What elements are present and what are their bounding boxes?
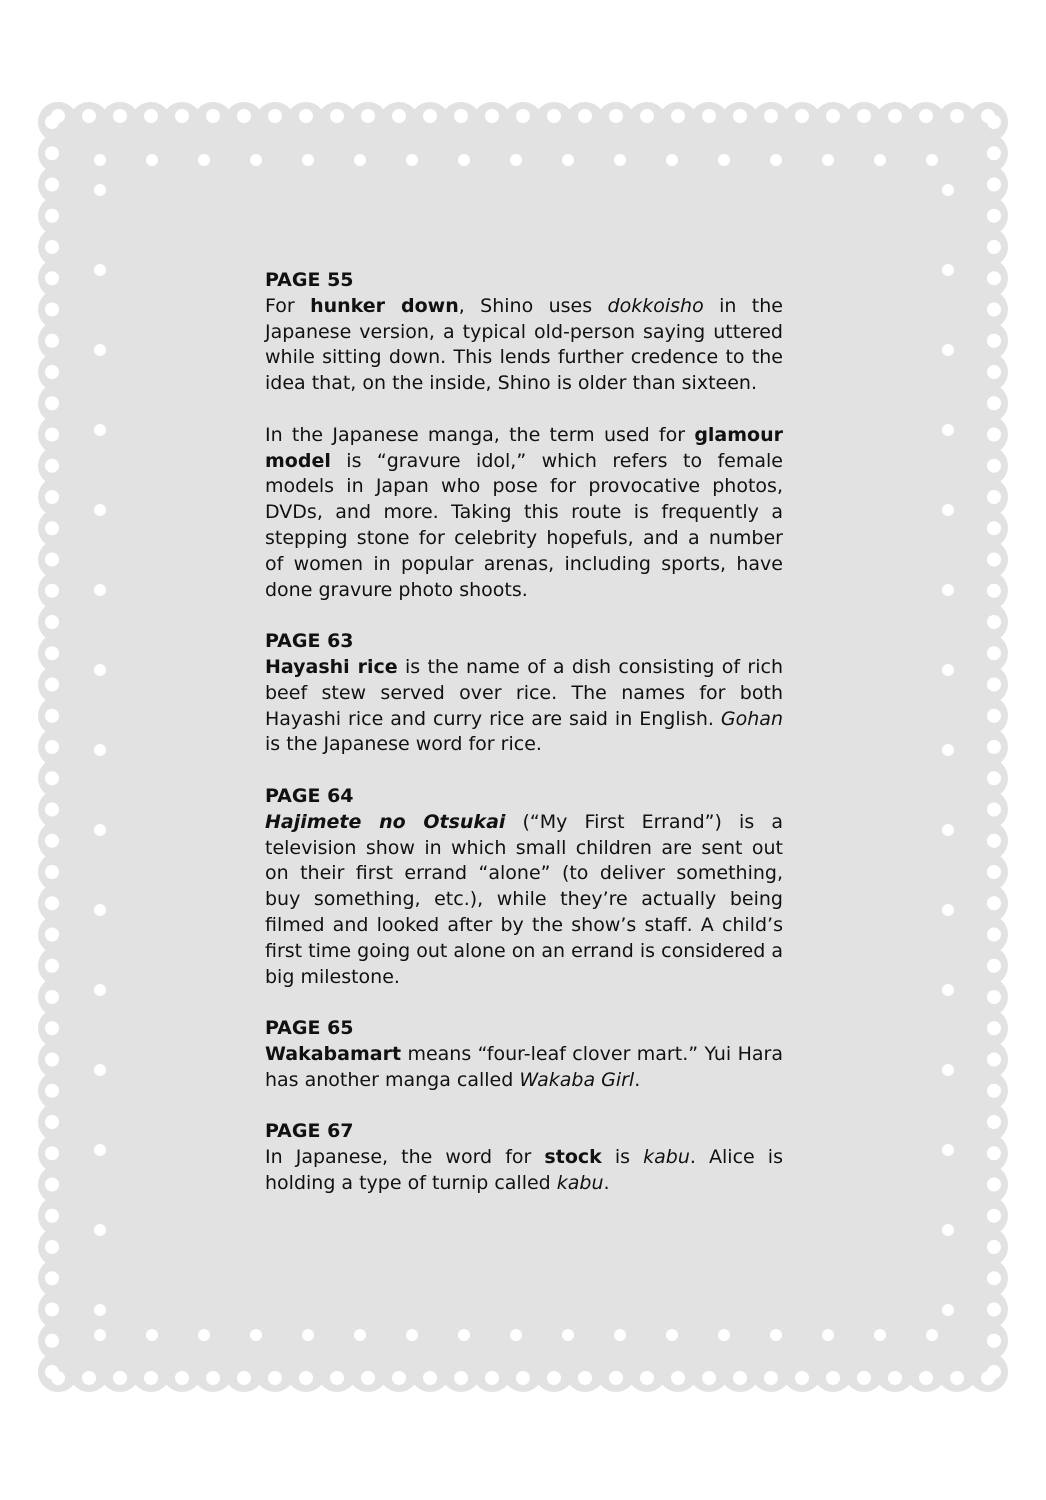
lace-hole bbox=[485, 1371, 499, 1385]
lace-hole bbox=[987, 1021, 1001, 1035]
italic-term: Gohan bbox=[720, 707, 783, 730]
lace-hole bbox=[987, 1365, 1001, 1379]
lace-hole bbox=[733, 109, 747, 123]
lace-hole bbox=[770, 1329, 782, 1341]
lace-hole bbox=[237, 1371, 251, 1385]
lace-hole bbox=[423, 109, 437, 123]
lace-hole bbox=[45, 678, 59, 692]
lace-hole bbox=[45, 803, 59, 817]
lace-hole bbox=[942, 184, 954, 196]
lace-hole bbox=[516, 109, 530, 123]
lace-hole bbox=[94, 904, 106, 916]
lace-hole bbox=[45, 396, 59, 410]
bold-term: Hayashi rice bbox=[265, 655, 398, 678]
lace-hole bbox=[942, 1304, 954, 1316]
lace-hole bbox=[361, 109, 375, 123]
lace-hole bbox=[45, 334, 59, 348]
lace-hole bbox=[614, 154, 626, 166]
lace-hole bbox=[547, 1371, 561, 1385]
lace-hole bbox=[94, 344, 106, 356]
lace-hole bbox=[987, 959, 1001, 973]
lace-hole bbox=[454, 1371, 468, 1385]
lace-hole bbox=[94, 184, 106, 196]
lace-hole bbox=[94, 984, 106, 996]
lace-hole bbox=[45, 1334, 59, 1348]
section-heading: PAGE 63 bbox=[265, 630, 354, 653]
lace-hole bbox=[45, 490, 59, 504]
lace-hole bbox=[547, 109, 561, 123]
lace-hole bbox=[666, 154, 678, 166]
lace-hole bbox=[94, 424, 106, 436]
lace-hole bbox=[987, 740, 1001, 754]
lace-hole bbox=[987, 1303, 1001, 1317]
lace-hole bbox=[987, 178, 1001, 192]
italic-term: dokkoisho bbox=[607, 294, 704, 317]
lace-hole bbox=[942, 264, 954, 276]
lace-hole bbox=[94, 744, 106, 756]
lace-hole bbox=[45, 646, 59, 660]
lace-hole bbox=[942, 1064, 954, 1076]
lace-hole bbox=[45, 209, 59, 223]
lace-hole bbox=[950, 1371, 964, 1385]
lace-hole bbox=[795, 109, 809, 123]
lace-hole bbox=[198, 1329, 210, 1341]
lace-hole bbox=[45, 115, 59, 129]
lace-hole bbox=[578, 1371, 592, 1385]
note-paragraph: Wakabamart means “four-leaf clover mart.” Yui Hara has another manga called Wakaba Girl. bbox=[265, 1042, 783, 1091]
lace-hole bbox=[45, 834, 59, 848]
bold-term: hunker down bbox=[310, 294, 459, 317]
lace-hole bbox=[302, 1329, 314, 1341]
lace-hole bbox=[45, 146, 59, 160]
lace-hole bbox=[987, 459, 1001, 473]
lace-hole bbox=[45, 365, 59, 379]
lace-hole bbox=[942, 664, 954, 676]
lace-hole bbox=[987, 646, 1001, 660]
lace-hole bbox=[888, 1371, 902, 1385]
lace-hole bbox=[45, 1365, 59, 1379]
lace-hole bbox=[987, 1053, 1001, 1067]
lace-hole bbox=[987, 615, 1001, 629]
lace-hole bbox=[640, 109, 654, 123]
lace-hole bbox=[942, 1224, 954, 1236]
lace-hole bbox=[942, 904, 954, 916]
lace-hole bbox=[175, 109, 189, 123]
lace-hole bbox=[45, 740, 59, 754]
lace-hole bbox=[94, 1304, 106, 1316]
lace-hole bbox=[942, 1144, 954, 1156]
lace-hole bbox=[987, 1271, 1001, 1285]
lace-hole bbox=[516, 1371, 530, 1385]
lace-hole bbox=[94, 504, 106, 516]
lace-hole bbox=[94, 264, 106, 276]
note-paragraph: In Japanese, the word for stock is kabu. Alice is holding a type of turnip called kabu. bbox=[265, 1146, 783, 1194]
lace-hole bbox=[942, 984, 954, 996]
lace-hole bbox=[987, 396, 1001, 410]
notes-section-page-64 bbox=[265, 784, 783, 990]
lace-hole bbox=[987, 271, 1001, 285]
lace-hole bbox=[45, 521, 59, 535]
lace-hole bbox=[94, 584, 106, 596]
lace-hole bbox=[987, 928, 1001, 942]
lace-hole bbox=[45, 896, 59, 910]
notes-section-page-55 bbox=[265, 268, 783, 603]
lace-hole bbox=[330, 109, 344, 123]
lace-hole bbox=[392, 1371, 406, 1385]
lace-hole bbox=[237, 109, 251, 123]
lace-hole bbox=[562, 1329, 574, 1341]
lace-hole bbox=[45, 709, 59, 723]
lace-hole bbox=[666, 1329, 678, 1341]
lace-hole bbox=[609, 1371, 623, 1385]
lace-hole bbox=[987, 896, 1001, 910]
lace-hole bbox=[510, 1329, 522, 1341]
lace-hole bbox=[987, 865, 1001, 879]
lace-hole bbox=[94, 1064, 106, 1076]
italic-term: kabu bbox=[643, 1146, 690, 1169]
lace-hole bbox=[671, 109, 685, 123]
bold-term: Wakabamart bbox=[265, 1042, 402, 1065]
note-paragraph: Hayashi rice is the name of a dish consisting of rich beef stew served over rice. The names for both Hayashi rice and curry rice are said in English. Gohan is the Japanese word for rice. bbox=[265, 655, 784, 756]
lace-hole bbox=[299, 1371, 313, 1385]
lace-hole bbox=[826, 1371, 840, 1385]
lace-hole bbox=[578, 109, 592, 123]
lace-hole bbox=[45, 1053, 59, 1067]
lace-hole bbox=[458, 154, 470, 166]
note-paragraph: In the Japanese manga, the term used for glamour model is “gravure idol,” which refers to female models in Japan who pose for provocative photos, DVDs, and more. Taking this route is frequently a stepping stone for celebrity hopefuls, and a number of women in popular arenas, including sports, have done gravure photo shoots. bbox=[265, 423, 783, 601]
lace-hole bbox=[987, 553, 1001, 567]
lace-hole bbox=[987, 1240, 1001, 1254]
bold-term: glamour model bbox=[265, 423, 783, 472]
lace-hole bbox=[175, 1371, 189, 1385]
lace-hole bbox=[45, 771, 59, 785]
lace-hole bbox=[987, 584, 1001, 598]
lace-hole bbox=[702, 109, 716, 123]
lace-hole bbox=[485, 109, 499, 123]
lace-hole bbox=[826, 109, 840, 123]
lace-hole bbox=[987, 1209, 1001, 1223]
notes-section-page-67 bbox=[265, 1119, 783, 1196]
lace-hole bbox=[919, 109, 933, 123]
lace-hole bbox=[94, 1224, 106, 1236]
lace-hole bbox=[987, 240, 1001, 254]
lace-hole bbox=[361, 1371, 375, 1385]
lace-hole bbox=[987, 709, 1001, 723]
lace-hole bbox=[987, 1146, 1001, 1160]
lace-hole bbox=[250, 154, 262, 166]
lace-hole bbox=[987, 365, 1001, 379]
lace-hole bbox=[795, 1371, 809, 1385]
lace-hole bbox=[770, 154, 782, 166]
lace-hole bbox=[987, 1084, 1001, 1098]
lace-hole bbox=[302, 154, 314, 166]
lace-hole bbox=[857, 109, 871, 123]
lace-hole bbox=[987, 521, 1001, 535]
notes-section-page-65 bbox=[265, 1016, 783, 1093]
lace-hole bbox=[268, 1371, 282, 1385]
lace-hole bbox=[45, 1178, 59, 1192]
lace-hole bbox=[82, 1371, 96, 1385]
lace-hole bbox=[113, 109, 127, 123]
lace-hole bbox=[822, 1329, 834, 1341]
lace-hole bbox=[45, 303, 59, 317]
lace-hole bbox=[987, 303, 1001, 317]
lace-hole bbox=[45, 865, 59, 879]
lace-hole bbox=[950, 109, 964, 123]
lace-hole bbox=[942, 344, 954, 356]
lace-hole bbox=[330, 1371, 344, 1385]
section-heading: PAGE 64 bbox=[265, 784, 354, 807]
lace-hole bbox=[987, 1334, 1001, 1348]
lace-hole bbox=[987, 1178, 1001, 1192]
lace-hole bbox=[406, 154, 418, 166]
lace-hole bbox=[94, 824, 106, 836]
italic-term: Wakaba Girl bbox=[519, 1068, 635, 1091]
lace-hole bbox=[614, 1329, 626, 1341]
lace-hole bbox=[942, 504, 954, 516]
lace-hole bbox=[146, 154, 158, 166]
lace-hole bbox=[45, 240, 59, 254]
lace-hole bbox=[987, 209, 1001, 223]
lace-hole bbox=[671, 1371, 685, 1385]
lace-hole bbox=[198, 154, 210, 166]
lace-hole bbox=[987, 834, 1001, 848]
lace-hole bbox=[987, 428, 1001, 442]
lace-hole bbox=[146, 1329, 158, 1341]
lace-hole bbox=[45, 553, 59, 567]
lace-hole bbox=[987, 146, 1001, 160]
lace-hole bbox=[45, 615, 59, 629]
section-heading: PAGE 65 bbox=[265, 1017, 354, 1040]
lace-hole bbox=[640, 1371, 654, 1385]
lace-hole bbox=[45, 584, 59, 598]
lace-hole bbox=[562, 154, 574, 166]
lace-hole bbox=[94, 154, 106, 166]
lace-hole bbox=[942, 744, 954, 756]
bold-italic-term: Hajimete no Otsukai bbox=[265, 810, 506, 833]
lace-hole bbox=[423, 1371, 437, 1385]
lace-hole bbox=[874, 154, 886, 166]
lace-hole bbox=[987, 334, 1001, 348]
lace-hole bbox=[45, 271, 59, 285]
lace-hole bbox=[45, 1115, 59, 1129]
lace-hole bbox=[888, 109, 902, 123]
lace-hole bbox=[45, 459, 59, 473]
lace-hole bbox=[919, 1371, 933, 1385]
lace-hole bbox=[45, 1209, 59, 1223]
lace-hole bbox=[857, 1371, 871, 1385]
lace-hole bbox=[942, 584, 954, 596]
lace-hole bbox=[45, 959, 59, 973]
lace-hole bbox=[702, 1371, 716, 1385]
lace-hole bbox=[45, 428, 59, 442]
lace-hole bbox=[45, 1146, 59, 1160]
bold-term: stock bbox=[544, 1146, 602, 1169]
lace-hole bbox=[987, 1115, 1001, 1129]
lace-hole bbox=[354, 1329, 366, 1341]
lace-hole bbox=[510, 154, 522, 166]
lace-hole bbox=[268, 109, 282, 123]
lace-hole bbox=[718, 154, 730, 166]
translation-notes bbox=[265, 268, 783, 1222]
lace-hole bbox=[144, 1371, 158, 1385]
lace-hole bbox=[45, 928, 59, 942]
lace-hole bbox=[942, 424, 954, 436]
lace-hole bbox=[250, 1329, 262, 1341]
lace-hole bbox=[764, 1371, 778, 1385]
lace-hole bbox=[45, 178, 59, 192]
lace-hole bbox=[82, 109, 96, 123]
lace-hole bbox=[392, 109, 406, 123]
lace-hole bbox=[45, 1303, 59, 1317]
lace-hole bbox=[45, 1084, 59, 1098]
section-heading: PAGE 55 bbox=[265, 269, 354, 291]
lace-hole bbox=[94, 664, 106, 676]
lace-hole bbox=[299, 109, 313, 123]
lace-hole bbox=[45, 1271, 59, 1285]
lace-hole bbox=[354, 154, 366, 166]
lace-hole bbox=[987, 678, 1001, 692]
lace-hole bbox=[45, 1021, 59, 1035]
lace-hole bbox=[987, 990, 1001, 1004]
lace-hole bbox=[987, 771, 1001, 785]
lace-hole bbox=[926, 154, 938, 166]
notes-section-page-63 bbox=[265, 629, 783, 758]
section-heading: PAGE 67 bbox=[265, 1120, 354, 1143]
lace-hole bbox=[987, 490, 1001, 504]
lace-hole bbox=[144, 109, 158, 123]
lace-hole bbox=[733, 1371, 747, 1385]
lace-hole bbox=[987, 803, 1001, 817]
note-paragraph: For hunker down, Shino uses dokkoisho in the Japanese version, a typical old-person saying uttered while sitting down. This lends further credence to the idea that, on the inside, Shino is older than sixteen. bbox=[265, 294, 783, 395]
lace-hole bbox=[822, 154, 834, 166]
lace-hole bbox=[764, 109, 778, 123]
lace-hole bbox=[874, 1329, 886, 1341]
lace-hole bbox=[45, 990, 59, 1004]
lace-hole bbox=[987, 115, 1001, 129]
lace-hole bbox=[406, 1329, 418, 1341]
lace-hole bbox=[45, 1240, 59, 1254]
lace-hole bbox=[94, 1329, 106, 1341]
lace-hole bbox=[458, 1329, 470, 1341]
lace-hole bbox=[454, 109, 468, 123]
lace-hole bbox=[718, 1329, 730, 1341]
lace-hole bbox=[206, 1371, 220, 1385]
italic-term: kabu bbox=[556, 1171, 604, 1194]
lace-hole bbox=[113, 1371, 127, 1385]
note-paragraph: Hajimete no Otsukai (“My First Errand”) is a television show in which small children are sent out on their first errand “alone” (to deliver something, buy something, etc.), while they’re actually being filmed and looked after by the show’s staff. A child’s first time going out alone on an errand is considered a big milestone. bbox=[265, 810, 783, 988]
lace-hole bbox=[609, 109, 623, 123]
lace-hole bbox=[942, 824, 954, 836]
lace-hole bbox=[926, 1329, 938, 1341]
lace-hole bbox=[94, 1144, 106, 1156]
lace-hole bbox=[206, 109, 220, 123]
